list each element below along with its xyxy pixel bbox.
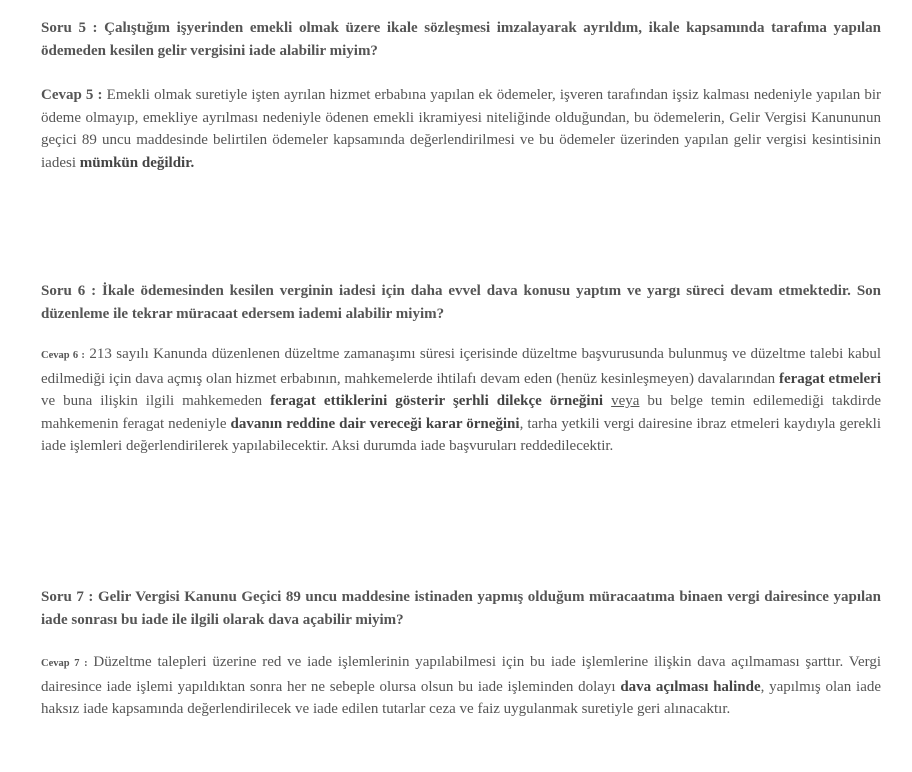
answer-6-label: Cevap 6 : [41,350,85,361]
answer-6-bold-2: feragat ettiklerini gösterir şerhli dilekçe örneğini [270,393,604,409]
answer-7-bold-1: dava açılması halinde [620,678,761,695]
question-6 [41,280,881,325]
answer-6 [41,343,881,458]
answer-5-bold-end: mümkün değildir. [79,154,195,171]
answer-6-text-3: bu belge temin edilemediği takdirde mahkemenin feragat nedeniyle [41,393,882,432]
question-7-text: Gelir Vergisi Kanunu Geçici 89 uncu maddesine istinaden yapmış olduğum müracaatıma binaen vergi dairesince yapılan iade sonrası bu iade ile ilgili olarak dava açabilir miyim? [41,589,882,628]
answer-6-text-4: , tarha yetkili vergi dairesine ibraz etmeleri kaydıyla gerekli iade işlemleri değerlendirilerek yapılabilecektir. Aksi durumda iade başvuruları reddedilecektir. [41,415,881,454]
answer-6-text-1: 213 sayılı Kanunda düzenlenen düzeltme zamanaşımı süresi içerisinde düzeltme başvurusunda bulunmuş ve düzeltme talebi kabul edilmediği için dava açmış olan hizmet erbabının, mahkemelerde ihtilafı devam eden (henüz kesinleşmeyen) davalarından [41,346,881,387]
answer-6-underline: veya [611,393,640,409]
answer-5 [41,84,881,174]
question-5 [41,17,881,62]
answer-6-bold-3: davanın reddine dair vereceği karar örneğini [230,415,520,432]
answer-5-text: Emekli olmak suretiyle işten ayrılan hizmet erbabına yapılan ek ödemeler, işveren tarafından işsiz kalması nedeniyle yapılan bir ödeme olmayıp, emekliye ayrılması nedeniyle ödenen emekli ikramiyesi niteliğinde olduğundan, bu ödemelerin, Gelir Vergisi Kanununun geçici 89 uncu maddesinde belirtilen ödemeler kapsamında değerlendirilmesi ve bu ödemeler üzerinden yapılan gelir vergisi kesintisinin iadesi [41,87,882,171]
question-6-text: İkale ödemesinden kesilen verginin iadesi için daha evvel dava konusu yaptım ve yargı süreci devam etmektedir. Son düzenleme ile tekrar müracaat edersem iademi alabilir miyim? [41,283,882,322]
question-7 [41,586,881,631]
question-5-text: Çalıştığım işyerinden emekli olmak üzere ikale sözleşmesi imzalayarak ayrıldım, ikale kapsamında tarafıma yapılan ödemeden kesilen gelir vergisini iade alabilir miyim? [41,20,881,59]
answer-7 [41,651,881,721]
answer-6-text-2: ve buna ilişkin ilgili mahkemeden [41,393,263,409]
question-5-label: Soru 5 : [41,20,98,36]
answer-6-bold-1: feragat etmeleri [778,370,882,387]
answer-7-label: Cevap 7 : [41,658,88,669]
answer-7-text-2: , yapılmış olan iade haksız iade kapsamında değerlendirilecek ve iade edilen tutarlar ceza ve faiz uygulanmak suretiyle geri alınacaktır. [41,678,882,717]
question-7-label: Soru 7 : [41,589,94,605]
answer-7-text-1: Düzeltme talepleri üzerine red ve iade işlemlerinin yapılabilmesi için bu iade işlemlerine ilişkin dava açılmaması şarttır. Vergi dairesince iade işlemi yapıldıktan sonra her ne sebeple olursa olsun bu iade işleminden dolayı [41,654,881,695]
question-6-label: Soru 6 : [41,283,97,299]
answer-5-label: Cevap 5 : [41,87,103,103]
